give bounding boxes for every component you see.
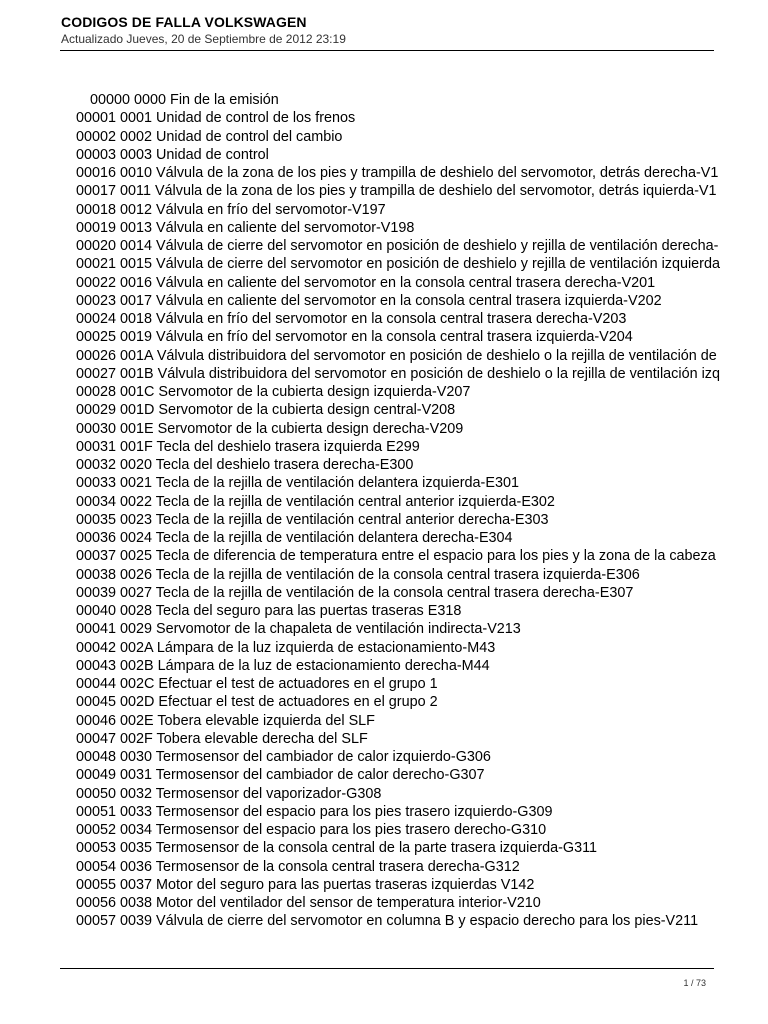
fault-code-list	[76, 91, 768, 931]
fault-code-line: 00021 0015 Válvula de cierre del servomotor en posición de deshielo y rejilla de ventilación izquierda	[76, 256, 720, 273]
fault-code-line: 00040 0028 Tecla del seguro para las puertas traseras E318	[76, 603, 462, 619]
fault-code-line: 00052 0034 Termosensor del espacio para los pies trasero derecho-G310	[76, 822, 547, 838]
fault-code-line: 00053 0035 Termosensor de la consola central de la parte trasera izquierda-G311	[76, 840, 598, 857]
fault-code-line: 00031 001F Tecla del deshielo trasera izquierda E299	[76, 438, 420, 455]
fault-code-line: 00027 001B Válvula distribuidora del servomotor en posición de deshielo o la rejilla de ventilación izq	[76, 365, 720, 382]
fault-code-line: 00030 001E Servomotor de la cubierta design derecha-V209	[76, 420, 464, 437]
fault-code-line: 00032 0020 Tecla del deshielo trasera derecha-E300	[76, 457, 414, 473]
fault-code-line: 00029 001D Servomotor de la cubierta design central-V208	[76, 402, 456, 419]
fault-code-line: 00019 0013 Válvula en caliente del servomotor-V198	[76, 219, 415, 236]
fault-code-line: 00045 002D Efectuar el test de actuadores en el grupo 2	[76, 694, 438, 711]
fault-code-line: 00039 0027 Tecla de la rejilla de ventilación de la consola central trasera derecha-E307	[76, 584, 634, 601]
fault-code-line: 00057 0039 Válvula de cierre del servomotor en columna B y espacio derecho para los pies-V211	[76, 913, 699, 930]
fault-code-line: 00056 0038 Motor del ventilador del sensor de temperatura interior-V210	[76, 895, 541, 911]
fault-code-line: 00003 0003 Unidad de control	[76, 146, 269, 163]
header-divider	[60, 50, 714, 51]
fault-code-line: 00034 0022 Tecla de la rejilla de ventilación central anterior izquierda-E302	[76, 493, 555, 510]
fault-code-line: 00018 0012 Válvula en frío del servomotor-V197	[76, 201, 386, 218]
fault-code-line: 00033 0021 Tecla de la rejilla de ventilación delantera izquierda-E301	[76, 475, 519, 492]
fault-code-line: 00002 0002 Unidad de control del cambio	[76, 128, 343, 145]
fault-code-line: 00037 0025 Tecla de diferencia de temperatura entre el espacio para los pies y la zona de la cabeza	[76, 548, 716, 565]
footer-divider	[60, 968, 714, 969]
page-number: 1 / 73	[683, 978, 706, 988]
fault-code-line: 00016 0010 Válvula de la zona de los pies y trampilla de deshielo del servomotor, detrás derecha-V1	[76, 165, 719, 181]
fault-code-line: 00024 0018 Válvula en frío del servomotor en la consola central trasera derecha-V203	[76, 311, 627, 327]
fault-code-line: 00051 0033 Termosensor del espacio para los pies trasero izquierdo-G309	[76, 803, 553, 820]
fault-code-line: 00000 0000 Fin de la emisión	[90, 92, 279, 108]
fault-code-line: 00055 0037 Motor del seguro para las puertas traseras izquierdas V142	[76, 876, 535, 893]
fault-code-line: 00047 002F Tobera elevable derecha del SLF	[76, 730, 368, 747]
last-updated-text: Actualizado Jueves, 20 de Septiembre de 2012 23:19	[61, 32, 346, 46]
fault-code-line: 00038 0026 Tecla de la rejilla de ventilación de la consola central trasera izquierda-E306	[76, 566, 640, 583]
fault-code-line: 00041 0029 Servomotor de la chapaleta de ventilación indirecta-V213	[76, 621, 521, 638]
document-title: CODIGOS DE FALLA VOLKSWAGEN	[61, 14, 307, 30]
fault-code-line: 00049 0031 Termosensor del cambiador de calor derecho-G307	[76, 767, 485, 784]
fault-code-line: 00001 0001 Unidad de control de los frenos	[76, 110, 356, 127]
fault-code-line: 00043 002B Lámpara de la luz de estacionamiento derecha-M44	[76, 657, 490, 674]
fault-code-line: 00026 001A Válvula distribuidora del servomotor en posición de deshielo o la rejilla de ventilación de	[76, 347, 717, 364]
fault-code-line: 00035 0023 Tecla de la rejilla de ventilación central anterior derecha-E303	[76, 511, 549, 528]
fault-code-line: 00028 001C Servomotor de la cubierta design izquierda-V207	[76, 384, 471, 400]
fault-code-line: 00054 0036 Termosensor de la consola central trasera derecha-G312	[76, 858, 520, 875]
fault-code-line: 00042 002A Lámpara de la luz izquierda de estacionamiento-M43	[76, 639, 496, 656]
fault-code-line: 00044 002C Efectuar el test de actuadores en el grupo 1	[76, 676, 438, 692]
fault-code-line: 00048 0030 Termosensor del cambiador de calor izquierdo-G306	[76, 749, 491, 765]
fault-code-line: 00017 0011 Válvula de la zona de los pies y trampilla de deshielo del servomotor, detrás iquierda-V1	[76, 183, 717, 200]
fault-code-line: 00023 0017 Válvula en caliente del servomotor en la consola central trasera izquierda-V202	[76, 292, 662, 309]
fault-code-line: 00046 002E Tobera elevable izquierda del SLF	[76, 712, 375, 729]
fault-code-line: 00050 0032 Termosensor del vaporizador-G308	[76, 785, 382, 802]
fault-code-line: 00036 0024 Tecla de la rejilla de ventilación delantera derecha-E304	[76, 530, 513, 546]
fault-code-line: 00025 0019 Válvula en frío del servomotor en la consola central trasera izquierda-V204	[76, 329, 633, 346]
fault-code-line: 00022 0016 Válvula en caliente del servomotor en la consola central trasera derecha-V201	[76, 274, 656, 291]
fault-code-line: 00020 0014 Válvula de cierre del servomotor en posición de deshielo y rejilla de ventilación derecha-	[76, 238, 719, 254]
